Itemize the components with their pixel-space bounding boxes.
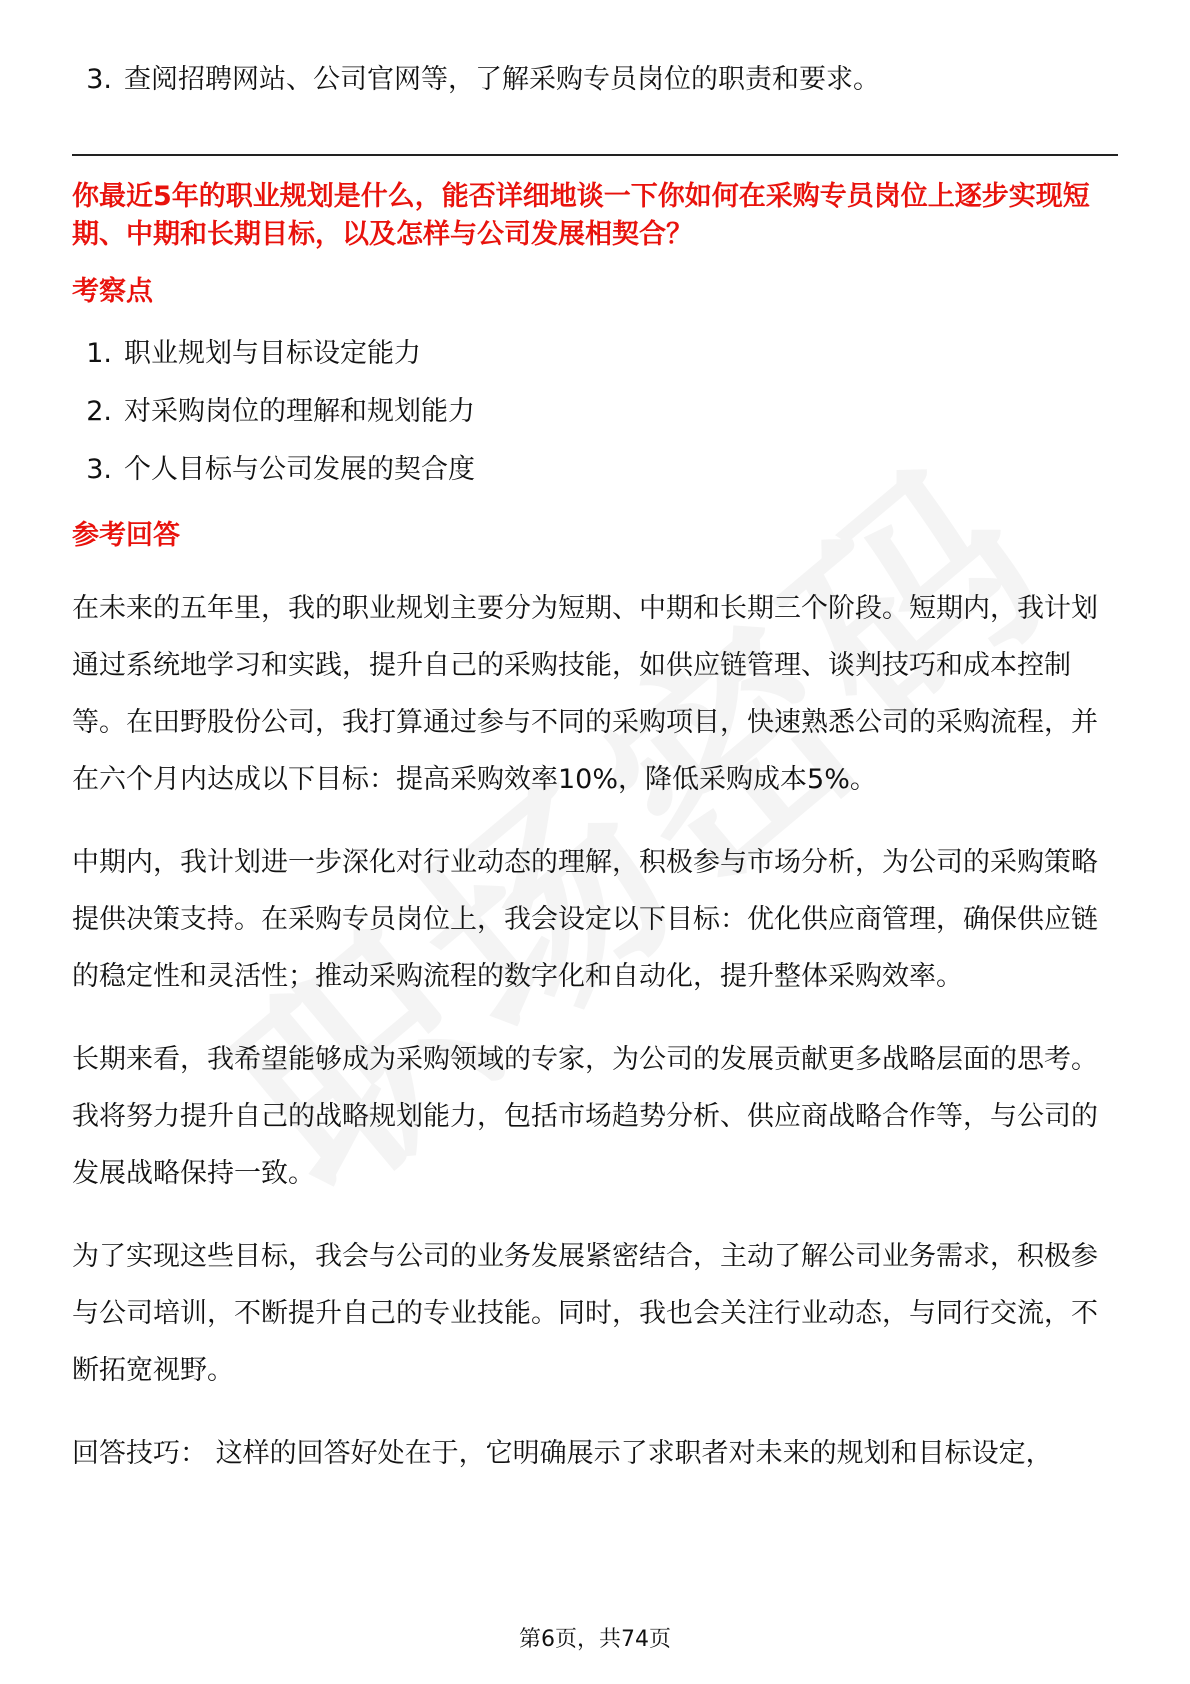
list-item: [72, 452, 1118, 488]
list-text: 个人目标与公司发展的契合度: [124, 454, 475, 485]
answer-paragraph: 为了实现这些目标，我会与公司的业务发展紧密结合，主动了解公司业务需求，积极参与公司培训，不断提升自己的专业技能。同时，我也会关注行业动态，与同行交流，不断拓宽视野。: [72, 1241, 1098, 1386]
list-item: [72, 336, 1118, 372]
page-content: [72, 62, 1118, 1508]
answer-heading: 参考回答: [72, 520, 180, 551]
page-footer: 第6页，共74页: [519, 1627, 671, 1652]
list-number: 3.: [86, 454, 112, 485]
answer-tip-paragraph: 回答技巧： 这样的回答好处在于，它明确展示了求职者对未来的规划和目标设定，: [72, 1438, 1053, 1469]
divider: [72, 154, 1118, 156]
list-item: [72, 62, 1118, 98]
list-number: 2.: [86, 396, 112, 427]
list-text: 对采购岗位的理解和规划能力: [124, 396, 475, 427]
question-title: 你最近5年的职业规划是什么，能否详细地谈一下你如何在采购专员岗位上逐步实现短期、中期和长期目标，以及怎样与公司发展相契合？: [72, 181, 1090, 250]
points-list: [72, 336, 1118, 488]
answer-paragraph: 长期来看，我希望能够成为采购领域的专家，为公司的发展贡献更多战略层面的思考。我将努力提升自己的战略规划能力，包括市场趋势分析、供应商战略合作等，与公司的发展战略保持一致。: [72, 1044, 1098, 1189]
list-number: 3.: [86, 64, 112, 95]
list-number: 1.: [86, 338, 112, 369]
answer-paragraph: 中期内，我计划进一步深化对行业动态的理解，积极参与市场分析，为公司的采购策略提供决策支持。在采购专员岗位上，我会设定以下目标：优化供应商管理，确保供应链的稳定性和灵活性；推动采购流程的数字化和自动化，提升整体采购效率。: [72, 847, 1098, 992]
list-item: [72, 394, 1118, 430]
list-text: 职业规划与目标设定能力: [124, 338, 421, 369]
answer-paragraph: 在未来的五年里，我的职业规划主要分为短期、中期和长期三个阶段。短期内，我计划通过系统地学习和实践，提升自己的采购技能，如供应链管理、谈判技巧和成本控制等。在田野股份公司，我打算通过参与不同的采购项目，快速熟悉公司的采购流程，并在六个月内达成以下目标：提高采购效率10%，降低采购成本5%。: [72, 593, 1098, 795]
points-heading: 考察点: [72, 276, 153, 307]
list-text: 查阅招聘网站、公司官网等，了解采购专员岗位的职责和要求。: [124, 64, 880, 95]
